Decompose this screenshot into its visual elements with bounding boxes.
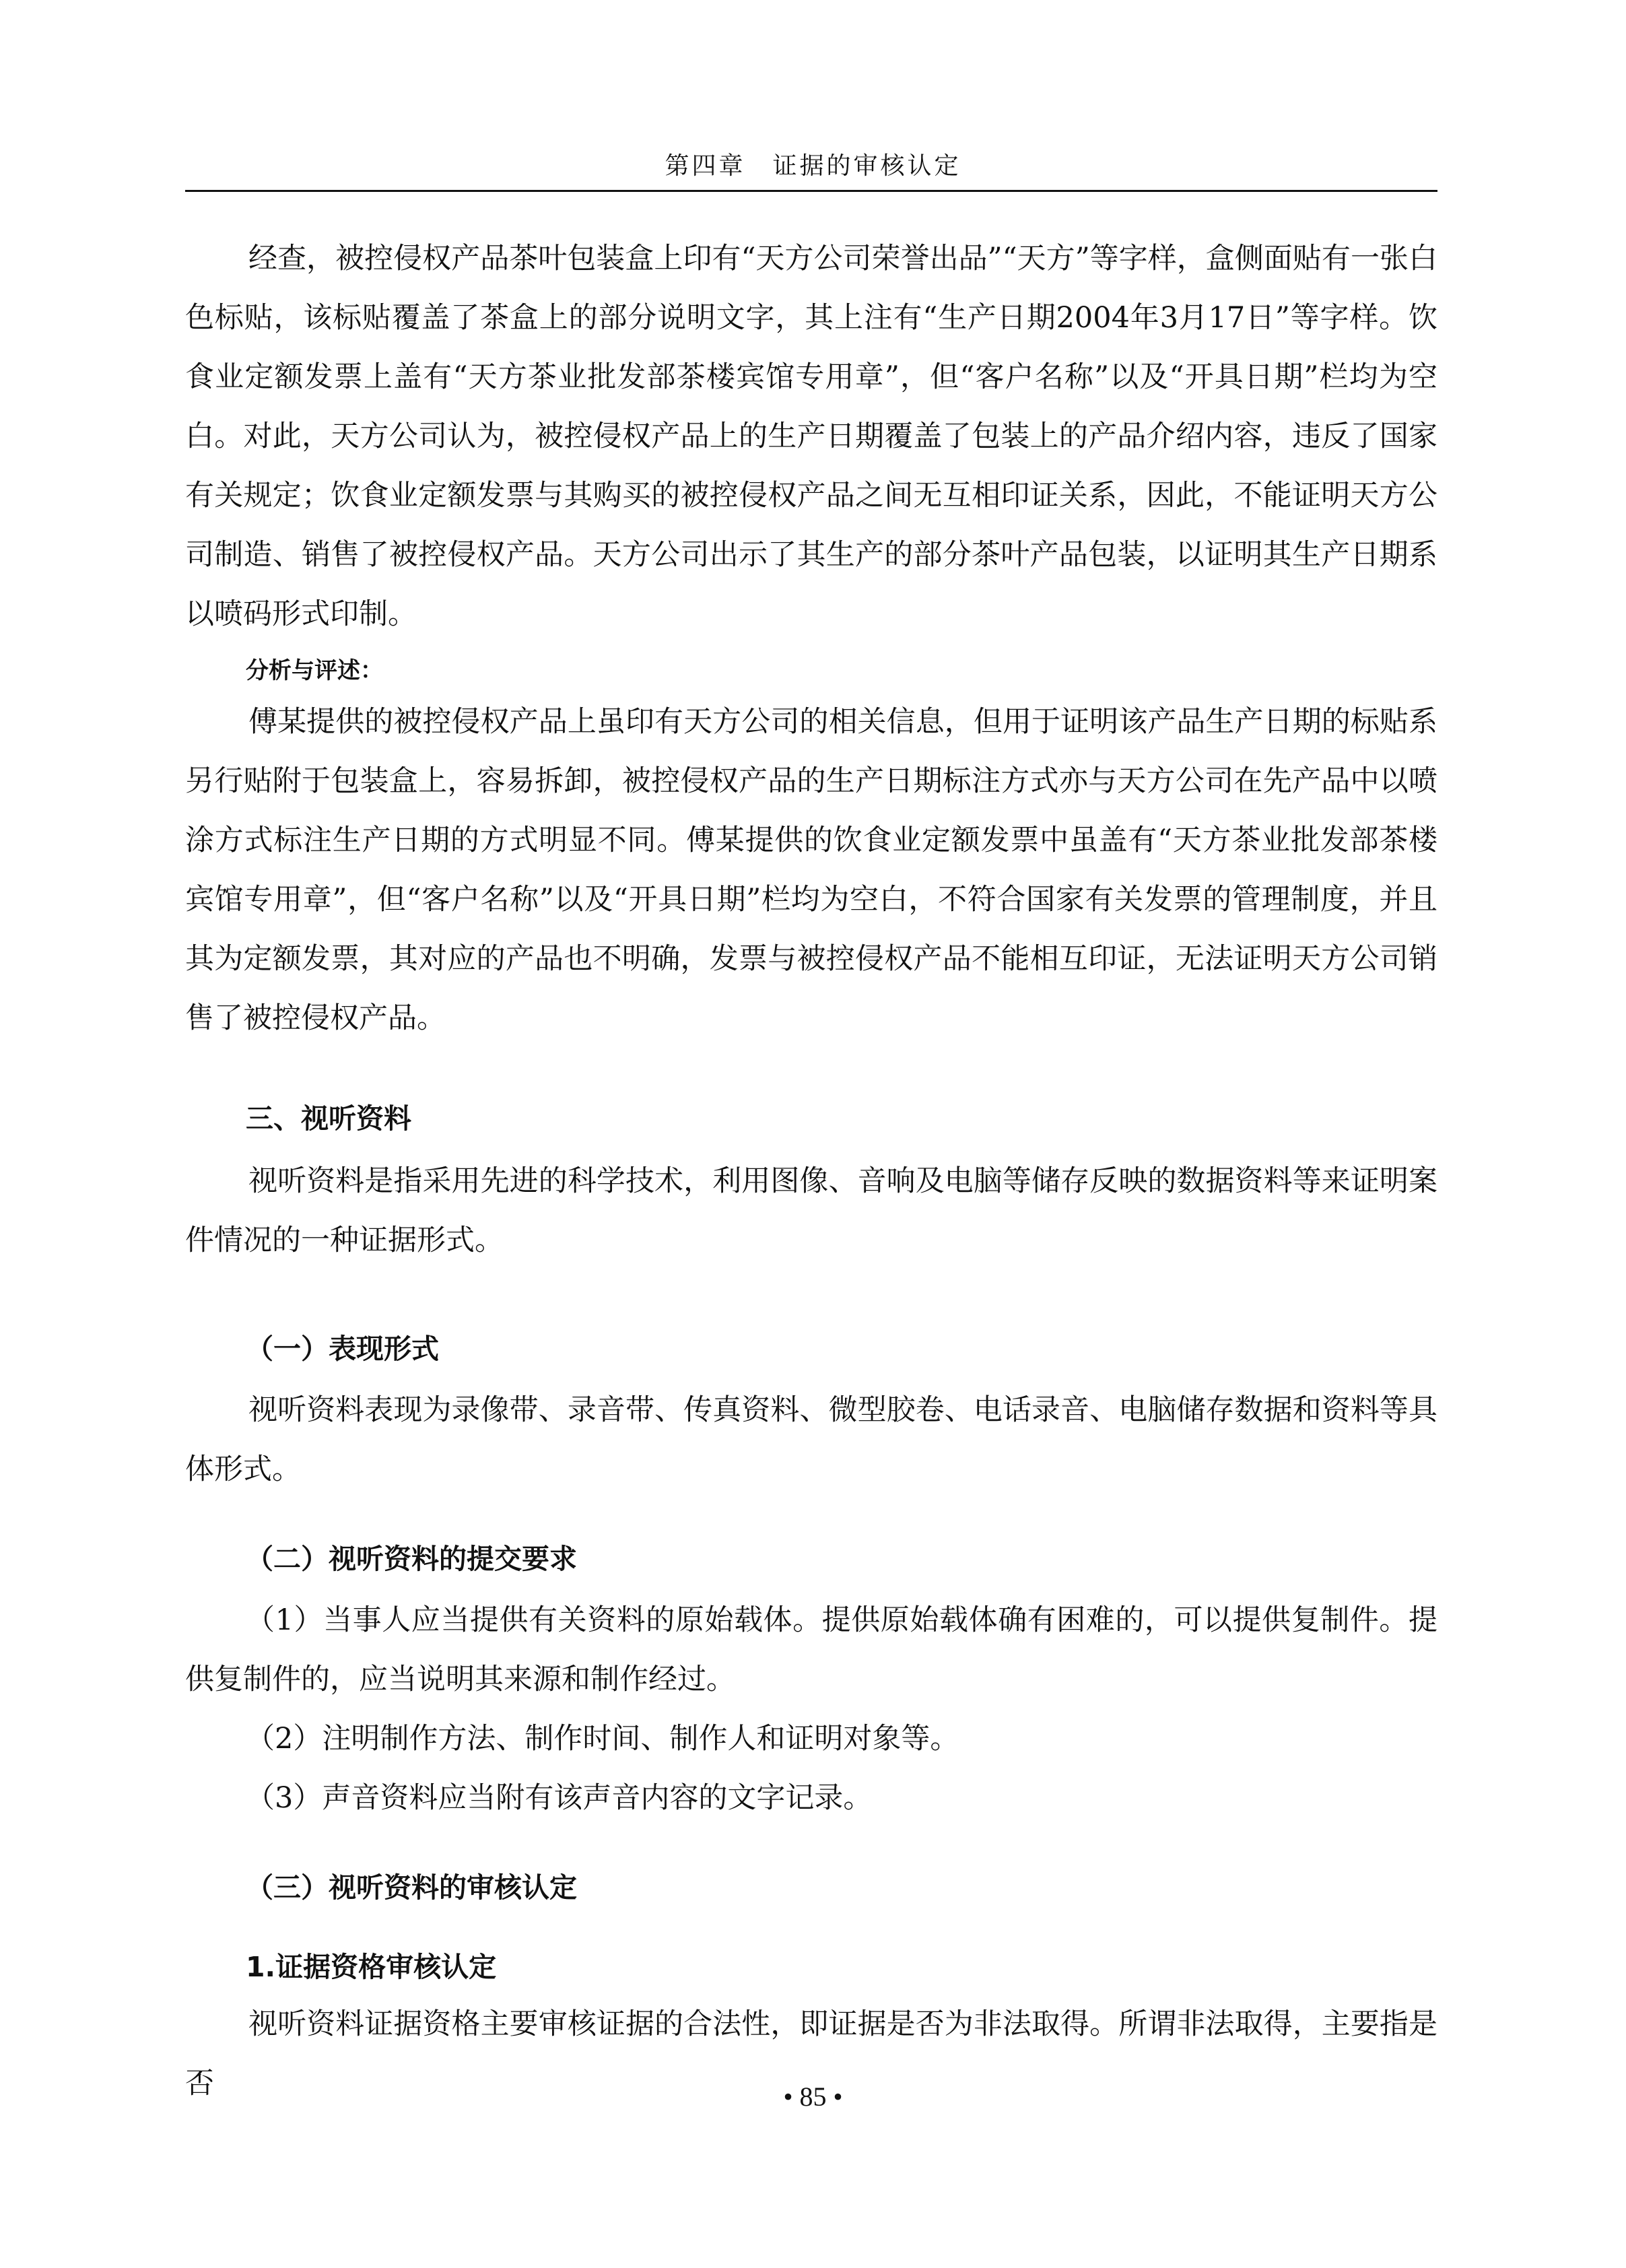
section-heading-audiovisual: 三、视听资料: [246, 1102, 411, 1135]
paragraph-definition: 视听资料是指采用先进的科学技术，利用图像、音响及电脑等储存反映的数据资料等来证明案件情况的一种证据形式。: [185, 1164, 1437, 1257]
header-rule: [185, 190, 1437, 192]
list-item-1: （1）当事人应当提供有关资料的原始载体。提供原始载体确有困难的，可以提供复制件。提供复制件的，应当说明其来源和制作经过。: [185, 1603, 1437, 1696]
list-item-3: （3）声音资料应当附有该声音内容的文字记录。: [246, 1781, 873, 1815]
analysis-label: 分析与评述：: [246, 657, 383, 684]
subheading-submission: （二）视听资料的提交要求: [246, 1543, 577, 1575]
paragraph-forms: 视听资料表现为录像带、录音带、传真资料、微型胶卷、电话录音、电脑储存数据和资料等具体形式。: [185, 1393, 1437, 1486]
paragraph-investigation: 经查，被控侵权产品茶叶包装盒上印有“天方公司荣誉出品”“天方”等字样，盒侧面贴有一张白色标贴，该标贴覆盖了茶盒上的部分说明文字，其上注有“生产日期2004年3月17日”等字样。饮食业定额发票上盖有“天方茶业批发部茶楼宾馆专用章”，但“客户名称”以及“开具日期”栏均为空白。对此，天方公司认为，被控侵权产品上的生产日期覆盖了包装上的产品介绍内容，违反了国家有关规定；饮食业定额发票与其购买的被控侵权产品之间无互相印证关系，因此，不能证明天方公司制造、销售了被控侵权产品。天方公司出示了其生产的部分茶叶产品包装，以证明其生产日期系以喷码形式印制。: [185, 242, 1437, 631]
page-number: • 85 •: [783, 2081, 843, 2112]
running-header: 第四章 证据的审核认定: [665, 152, 961, 180]
subheading-forms: （一）表现形式: [246, 1333, 439, 1365]
paragraph-qualification: 视听资料证据资格主要审核证据的合法性，即证据是否为非法取得。所谓非法取得，主要指是否: [185, 2007, 1437, 2100]
subheading-qualification: 1.证据资格审核认定: [246, 1951, 497, 1983]
subheading-review: （三）视听资料的审核认定: [246, 1871, 577, 1904]
list-item-2: （2）注明制作方法、制作时间、制作人和证明对象等。: [246, 1722, 959, 1756]
paragraph-analysis: 傅某提供的被控侵权产品上虽印有天方公司的相关信息，但用于证明该产品生产日期的标贴系另行贴附于包装盒上，容易拆卸，被控侵权产品的生产日期标注方式亦与天方公司在先产品中以喷涂方式标注生产日期的方式明显不同。傅某提供的饮食业定额发票中虽盖有“天方茶业批发部茶楼宾馆专用章”，但“客户名称”以及“开具日期”栏均为空白，不符合国家有关发票的管理制度，并且其为定额发票，其对应的产品也不明确，发票与被控侵权产品不能相互印证，无法证明天方公司销售了被控侵权产品。: [185, 705, 1437, 1035]
